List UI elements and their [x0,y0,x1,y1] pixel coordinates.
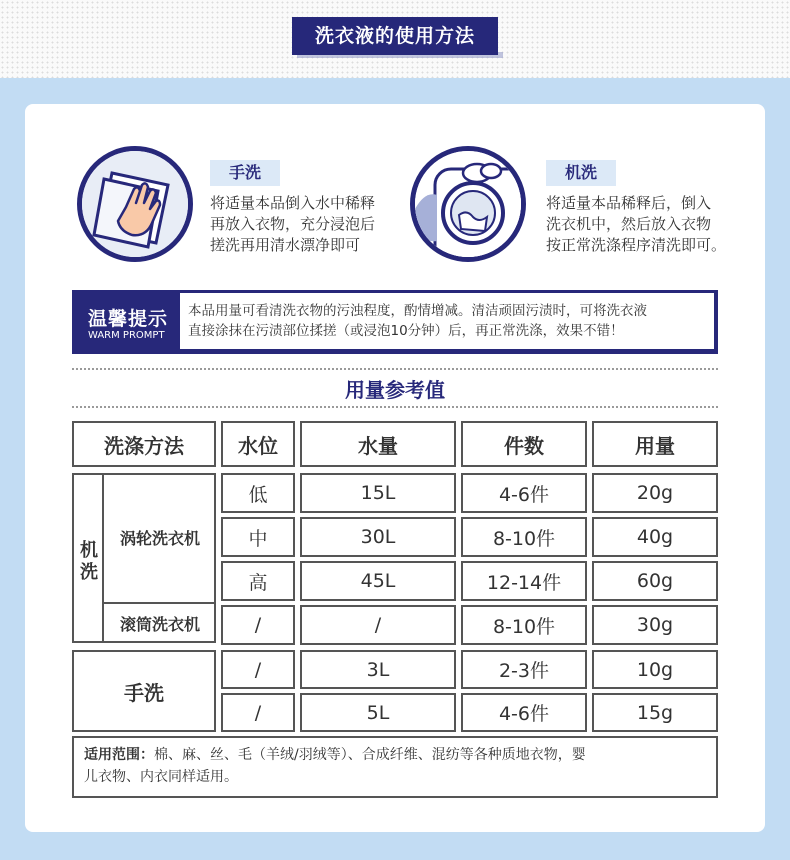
hand-wash-group-label: 手洗 [72,650,216,732]
table-cell: 10g [592,650,718,689]
warm-prompt-line: 本品用量可看清洗衣物的污浊程度，酌情增减。清洁顽固污渍时，可将洗衣液 [188,303,647,319]
warm-prompt-line: 直接涂抹在污渍部位揉搓（或浸泡10分钟）后，再正常洗涤，效果不错！ [188,323,624,339]
header-water-level: 水位 [221,421,295,467]
table-cell: 5L [300,693,456,732]
drum-washer-label: 滚筒洗衣机 [119,615,200,634]
machine-wash-badge: 机洗 [546,160,616,186]
table-cell: 30g [592,605,718,645]
machine-wash-line: 将适量本品稀释后，倒入 [546,194,712,212]
table-cell: / [221,650,295,689]
machine-wash-description [546,193,726,256]
table-cell: / [221,693,295,732]
table-cell: 45L [300,561,456,601]
header-item-count: 件数 [461,421,587,467]
table-cell: 2-3件 [461,650,587,689]
machine-wash-label: 机洗 [80,540,98,583]
divider-bottom [72,406,718,408]
applicable-scope-note [72,736,718,798]
table-cell: 60g [592,561,718,601]
hand-wash-line: 再放入衣物，充分浸泡后 [210,215,376,233]
table-cell: 4-6件 [461,473,587,513]
table-cell: 15g [592,693,718,732]
warm-prompt-box [72,290,718,354]
table-cell: 8-10件 [461,605,587,645]
header-method: 洗涤方法 [72,421,216,467]
hand-wash-line: 搓洗再用清水漂净即可 [210,236,361,254]
table-cell: 3L [300,650,456,689]
page-title: 洗衣液的使用方法 [292,17,498,55]
scope-text-continued: 儿衣物、内衣同样适用。 [84,769,238,785]
hand-wash-badge: 手洗 [210,160,280,186]
washing-machine-icon [410,146,526,262]
header-water-amount: 水量 [300,421,456,467]
warm-prompt-text [180,293,714,349]
table-cell: / [300,605,456,645]
hand-wash-description [210,193,375,256]
dosage-table-title: 用量参考值 [345,378,445,402]
table-cell: 8-10件 [461,517,587,557]
hand-wash-line: 将适量本品倒入水中稀释 [210,194,376,212]
table-cell: / [221,605,295,645]
table-cell: 12-14件 [461,561,587,601]
warm-prompt-subtitle: WARM PROMPT [88,330,165,341]
table-cell: 中 [221,517,295,557]
table-cell: 20g [592,473,718,513]
scope-text: 棉、麻、丝、毛（羊绒/羽绒等）、合成纤维、混纺等各种质地衣物，婴 [154,747,586,763]
table-cell: 4-6件 [461,693,587,732]
warm-prompt-title: 温馨提示 [88,308,169,330]
scope-label: 适用范围： [84,747,154,763]
drum-divider [104,602,216,604]
table-cell: 30L [300,517,456,557]
header-dosage: 用量 [592,421,718,467]
hand-wash-icon [77,146,193,262]
table-cell: 15L [300,473,456,513]
divider-top [72,368,718,370]
table-cell: 40g [592,517,718,557]
machine-wash-line: 按正常洗涤程序清洗即可。 [546,236,727,254]
pulsator-washer-label: 涡轮洗衣机 [119,529,200,548]
machine-wash-line: 洗衣机中，然后放入衣物 [546,215,712,233]
table-cell: 低 [221,473,295,513]
table-cell: 高 [221,561,295,601]
